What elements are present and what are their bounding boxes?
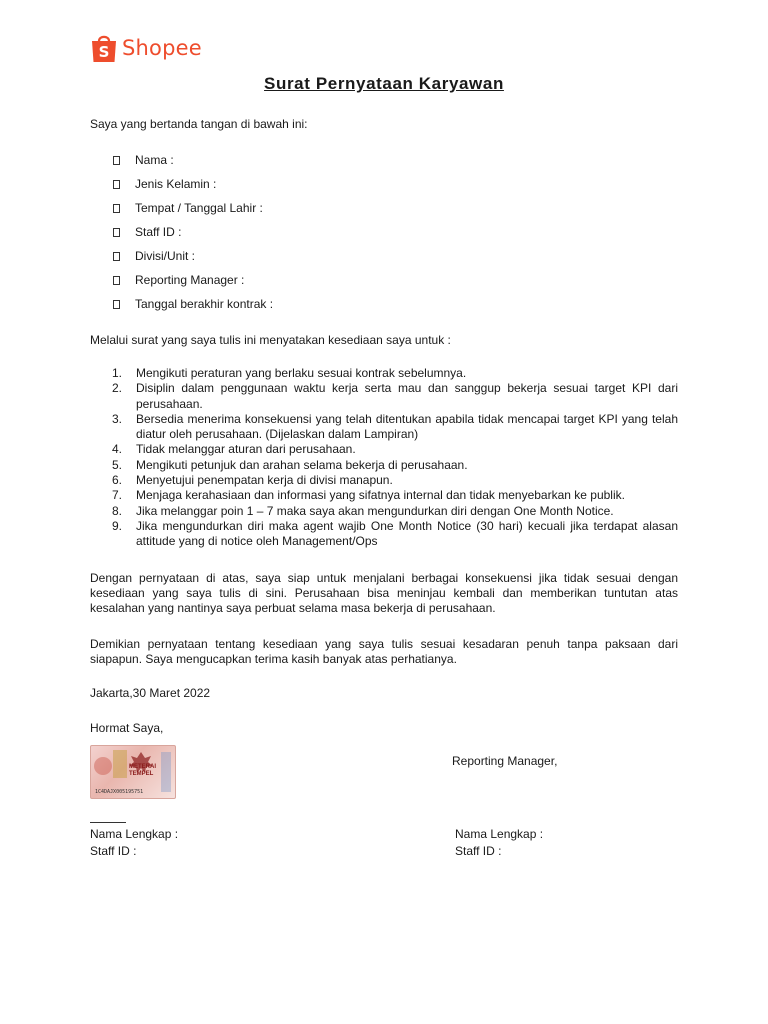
list-number: 8. [112, 503, 123, 518]
manager-name-label: Nama Lengkap : [455, 827, 544, 841]
field-item [112, 297, 273, 321]
closing-salutation: Hormat Saya, [90, 721, 164, 735]
list-text: Menjaga kerahasiaan dan informasi yang sifatnya internal dan tidak menyebarkan ke publik. [136, 488, 625, 503]
stamp-label: METERAI TEMPEL [129, 764, 156, 777]
reporting-manager-label: Reporting Manager, [452, 754, 558, 768]
field-label: Divisi/Unit : [135, 249, 196, 263]
closing-paragraph: Demikian pernyataan tentang kesediaan yang saya tulis sesuai kesadaran penuh tanpa paksaan dari siapapun. Saya mengucapkan terima kasih banyak atas perhatianya. [90, 637, 678, 666]
field-label: Staff ID : [135, 225, 182, 239]
field-label: Reporting Manager : [135, 273, 245, 287]
field-label: Jenis Kelamin : [135, 177, 217, 191]
svg-text:S: S [98, 43, 110, 61]
intro-text: Saya yang bertanda tangan di bawah ini: [90, 117, 308, 131]
field-item [112, 225, 273, 249]
bullet-box-icon [113, 180, 120, 189]
bullet-box-icon [113, 300, 120, 309]
manager-staff-id-label: Staff ID : [455, 844, 502, 858]
list-item [90, 381, 678, 412]
list-text: Jika mengundurkan diri maka agent wajib One Month Notice (30 hari) kecuali jika terdapat alasan attitude yang di notice oleh Management/Ops [136, 518, 678, 549]
list-text: Tidak melanggar aturan dari perusahaan. [136, 442, 356, 457]
list-number: 3. [112, 411, 123, 426]
field-item [112, 177, 273, 201]
field-label: Nama : [135, 153, 174, 167]
list-number: 9. [112, 518, 123, 533]
identity-fields [112, 153, 273, 321]
signer-name-label: Nama Lengkap : [90, 827, 179, 841]
field-label: Tanggal berakhir kontrak : [135, 297, 274, 311]
stamp-serial: 1C4DAJX005195751 [95, 789, 144, 795]
document-title: Surat Pernyataan Karyawan [264, 74, 504, 93]
signer-staff-id-label: Staff ID : [90, 844, 137, 858]
list-item [90, 442, 678, 457]
list-number: 4. [112, 442, 123, 457]
list-item [90, 488, 678, 503]
list-number: 1. [112, 366, 123, 380]
lead-text: Melalui surat yang saya tulis ini menyatakan kesediaan saya untuk : [90, 333, 451, 347]
field-label: Tempat / Tanggal Lahir : [135, 201, 263, 215]
list-item [90, 504, 678, 519]
list-text: Mengikuti petunjuk dan arahan selama bekerja di perusahaan. [136, 457, 468, 472]
bullet-box-icon [113, 276, 120, 285]
list-number: 5. [112, 457, 123, 472]
field-item [112, 201, 273, 225]
commitment-list [90, 366, 678, 550]
bullet-box-icon [113, 156, 120, 165]
list-item [90, 412, 678, 443]
list-item [90, 458, 678, 473]
place-date: Jakarta,30 Maret 2022 [90, 686, 211, 700]
field-item [112, 249, 273, 273]
list-text: Disiplin dalam penggunaan waktu kerja serta mau dan sanggup bekerja sesuai target KPI dari perusahaan. [136, 381, 678, 411]
list-number: 2. [112, 381, 123, 396]
consequence-paragraph: Dengan pernyataan di atas, saya siap untuk menjalani berbagai konsekuensi jika tidak sesuai dengan kesediaan yang saya tulis di sini. Perusahaan bisa meninjau kembali dan memberikan tuntutan atas kesalahan yang nantinya saya perbuat selama masa bekerja di perusahaan. [90, 571, 678, 615]
list-text: Jika melanggar poin 1 – 7 maka saya akan mengundurkan diri dengan One Month Notice. [136, 503, 614, 518]
bullet-box-icon [113, 228, 120, 237]
shopee-logo [90, 33, 202, 63]
field-item [112, 273, 273, 297]
list-number: 7. [112, 488, 123, 503]
list-text: Mengikuti peraturan yang berlaku sesuai kontrak sebelumnya. [136, 366, 467, 380]
list-text: Menyetujui penempatan kerja di divisi manapun. [136, 473, 393, 488]
list-item [90, 473, 678, 488]
field-item [112, 153, 273, 177]
brand-name: Shopee [122, 36, 202, 60]
list-item [90, 519, 678, 550]
meterai-stamp-image [90, 745, 176, 799]
list-item [90, 366, 678, 381]
bullet-box-icon [113, 204, 120, 213]
signature-line [90, 822, 126, 823]
list-text: Bersedia menerima konsekuensi yang telah ditentukan apabila tidak mencapai target KPI yang telah diatur oleh perusahaan. (Dijelaskan dalam Lampiran) [136, 411, 678, 442]
list-number: 6. [112, 473, 123, 488]
bullet-box-icon [113, 252, 120, 261]
shopee-bag-icon [90, 33, 118, 63]
